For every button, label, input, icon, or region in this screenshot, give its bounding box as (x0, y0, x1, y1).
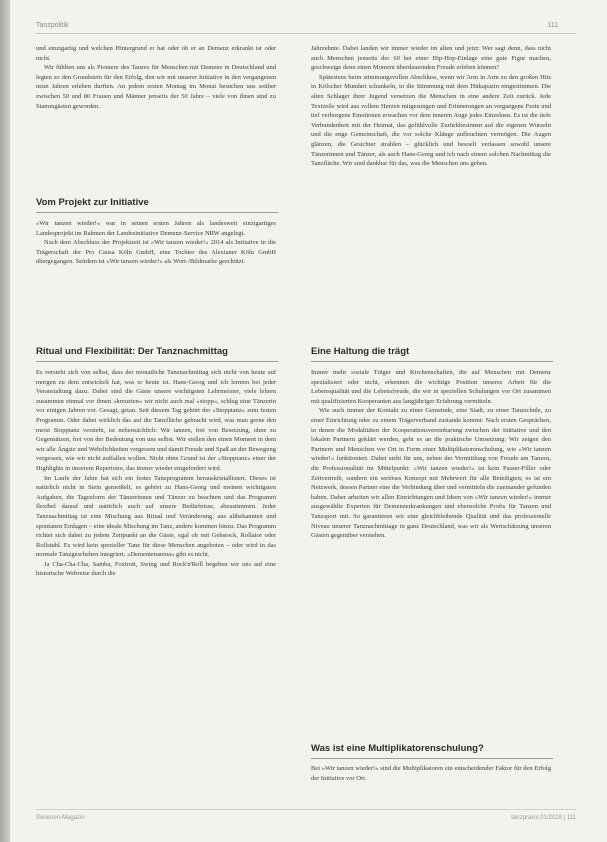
paragraph: Nach dem Abschluss der Projektzeit ist »Wir tanzen wieder!« 2014 als Initiative in die Trägerschaft der Pro Causa Köln GmbH, eine Tochter des Alexianer Köln GmbH übergegangen. Seitdem ist »Wir tanzen wieder!« als Wort-/Bildmarke geschützt. (36, 239, 276, 266)
intro-text (36, 44, 276, 111)
document-page (10, 0, 607, 842)
haltung-text (311, 368, 551, 541)
section-heading-haltung: Eine Haltung die trägt (311, 346, 410, 357)
paragraph: Ja Cha-Cha-Cha, Samba, Foxtrott, Swing und Rock'n'Roll begeben wir uns auf eine historische Webreise durch die (36, 560, 276, 578)
ritual-text (36, 368, 276, 579)
paragraph: Immer mehr soziale Träger und Kirchenschaften, die auf Menschen mit Demenz spezialisiert oder nicht, erkennen die wichtige Position unseres Arbeit für die Lebensqualität und die Lebensfreude, die wir in speziellen Schulungen vor Ort zusammen mit qualifizierten Kooperanten aus langjähriger Erfahrung vermitteln. (311, 369, 551, 405)
projekt-text (36, 219, 276, 267)
footer-left: Senioren-Magazin (36, 815, 85, 821)
paragraph: »Wir tanzen wieder!« war in seinen ersten Jahren als landesweit einzigartiges Landesprojekt im Rahmen der Landesinitiative Demenz-Service NRW angelegt. (36, 220, 276, 237)
multiplikator-text (311, 764, 551, 783)
paragraph: Wie auch immer der Kontakt zu einer Gemeinde, eine Stadt, zu einer Tanzschule, zu einer Einrichtung oder zu einem Trägerverband zustande kommt: Nach ersten Gesprächen, in denen die Modalitäten der Kooperationsvereinbarung zwischen der Initiative und den lokalen Partnern geklärt werden, geht es an die praktische Umsetzung: Wir zeigen den Partnern und Menschen vor Ort in Form einer Multiplikatorenschulung, wie »Wir tanzen wieder!« funktioniert. Dabei steht für uns, neben der Vermittlung von Freude am Tanzen, die Professionalität im Mittelpunkt: »Wir tanzen wieder!« ist kein Passer-Filler oder Zeitvertreib, sondern ein seriöses Konzept mit Mehrwert für alle Beteiligten; es ist ein Netzwerk, dessen Partner eine die Verbindung über und vermitteln die zueinander gefunden haben. Daher arbeiten wir allen Einrichtungen und Ideen von »Wir tanzen wieder!« immer ausgewählte Experten für Demenzerkrankungen und ebensolche Profis für Tanzen und Tanzsport mit. So garantieren wir eine gleichbleibende Qualität und das professionelle Niveau unserer Tanznachmittage in ganz Deutschland, was wir als Wertschätzung unseren Gästen gegenüber verstehen. (311, 407, 551, 540)
paragraph: Es versteht sich von selbst, dass der monatliche Tanznachmittag sich nicht von heute auf morgen zu dem entwickelt hat, was er heute ist. Hans-Georg und ich lernten bei jeder Veranstaltung dazu. Dabei sind die Gäste unsere wichtigsten Lehrmeister, viele lehren zusammen einmal vor ihnen »kreuzten« wir nicht auch mal »stopp«, schlug eine Tänzerin vor einigen Jahren vor. Gesagt, getan. Seit diesem Tag gehört der »Stopptanz« zum festen Programm. Oder dabei wirklich das auf die Tanzfläche gebracht wird, was man gerne den meist Stopptanz versteht, ist nebensächlich: Wir tanzen, frei von Besetzung, ohne zu Gegensätzen, frei von der Bedeutung von uns selbst. Wir stellen den einen Moment in dem wir alle Ängste und Wehrlichkeiten vergessen und damit Freude und Spaß an der Bewegung vergessen, wie wir nicht auffallen wollen. Nicht ohne Grund ist der »Stopptanz« einer der Highlights in unserem Repertoire, das immer wieder eingefordert wird. (36, 369, 276, 472)
footer-divider (36, 809, 576, 810)
paragraph: Bei »Wir tanzen wieder!« sind die Multiplikatoren ein entscheidender Faktor für den Erfolg der Initiative vor Ort. (311, 765, 551, 782)
paragraph: Im Laufe der Jahre hat sich ein festes Tanzprogramm herauskristallisiert. Dieses ist natürlich nicht in Stein gemeißelt, es gehört zu Hans-Georg und meinen wichtigsten Aufgaben, die Tagesform der Tänzerinnen und Tänzer zu beachten und das Programm flexibel darauf und natürlich auch auf unsere Bedürfnisse, abzustimmen. Jeder Tanznachmittag ist eine Mischung aus Ritual und Veränderung, aus altbekannten und spontanen Einlagen – eine ideale Mischung im Tanz, andere kommen hinzu. Das Programm richtet sich dabei zu jedem Zeitpunkt an die Gäste, egal ob mit Gehstock, Rollator oder Rollstuhl. Es wird kein spezieller Tanz für diese Menschen angeboten – oder wird in das normale Tanzgeschehen integriert. »Dementenarena« gibt es nicht. (36, 474, 276, 559)
running-head (36, 22, 576, 32)
footer-right: tanzpraxis 01/2019 | 111 (511, 815, 576, 821)
heading-rule (311, 758, 553, 759)
page-number: 111 (547, 22, 558, 29)
paragraph: Jahrzehnte. Dabei landen wir immer wieder im alten und jetzt: Wer sagt denn, dass nicht auch Menschen jenseits der 60 bei einer Hip-Hop-Einlage eine gute Figur machen, geschweige denn einen Moment überdauernden Freude erleben können? (311, 45, 551, 72)
section-heading-multiplikator: Was ist eine Multiplikatorenschulung? (311, 743, 484, 754)
section-heading-projekt: Vom Projekt zur Initiative (36, 197, 149, 208)
right-column-text (311, 44, 551, 169)
binding-gutter (0, 0, 10, 842)
heading-rule (36, 212, 278, 213)
heading-rule (36, 361, 278, 362)
heading-rule (311, 361, 553, 362)
header-divider (36, 33, 576, 34)
section-heading-ritual: Ritual und Flexibilität: Der Tanznachmittag (36, 346, 228, 357)
paragraph: und einzigartig und welchen Hintergrund er hat oder ob er an Demenz erkrankt ist oder nicht. (36, 45, 276, 62)
running-head-section: Tanzpolitik (36, 22, 69, 29)
paragraph: Wir fühlten uns als Pioniere des Tanzes für Menschen mit Demenz in Deutschland und legten so den Grundstein für den Erfolg, den wir mit unserer Initiative in den vergangenen neun Jahren erleben durften. An jedem ersten Montag im Monat besuchen uns seither zwischen 50 und 80 Frauen und Männer jenseits der 50 Jahre – viele von ihnen sind zu Stammgästen geworden. (36, 64, 276, 110)
paragraph: Spätestens beim stimmungsvollen Abschluss, wenn wir Arm in Arm zu den großen Hits in Kölscher Mundart schunkeln, in die Stimmung mit dem Hitkapazin eingestimmen. Die alten Schlager ihrer Jugend versetzen die Menschen in eine andere Zeit zurück. Jede Textzeile wird aus vollem Herzen mitgesungen und Erinnerungen an vergangene Feste und tief verborgene Emotionen erwachen vor dem inneren Auge jedes Einzelnen. Es ist die tiefe Verbundenheit mit der Heimat, das gefühlvolle Zurückbesinnen auf die eigenen Wurzeln und die enge Gemeinschaft, die vor solche Klänge aufleuchten vermögen. Die Augen glänzen, die Gesichter strahlen – glücklich und besoelt verlassen sowohl unsere Tänzerinnen und Tänzer, als auch Hans-Georg und ich nach einem solchen Nachmittag die Tanzfläche. Wir sind dankbar für das, was die Menschen uns geben. (311, 73, 551, 168)
